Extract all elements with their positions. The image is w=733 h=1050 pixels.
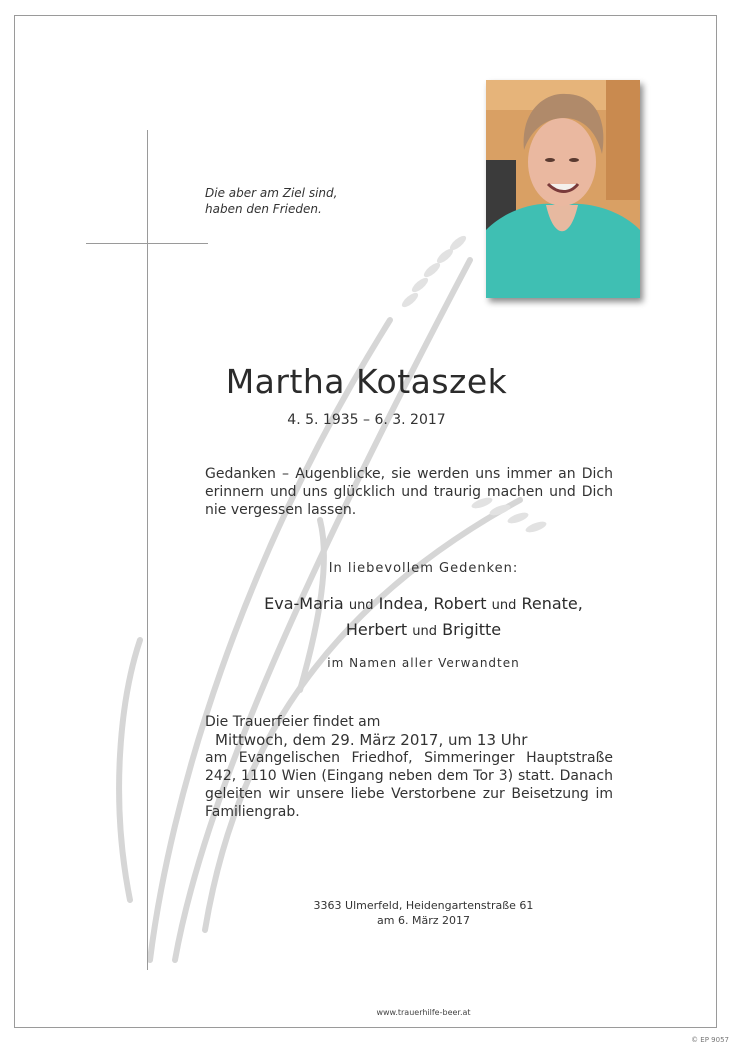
mourner-conjunction: und (348, 598, 374, 613)
mourners-line-1 (0, 592, 733, 618)
funeral-intro: Die Trauerfeier findet am (205, 714, 381, 730)
funeral-datetime: Mittwoch, dem 29. März 2017, um 13 Uhr (215, 731, 528, 749)
mourner-name: Eva-Maria (264, 594, 344, 613)
funeral-info (205, 713, 613, 821)
portrait-photo (486, 80, 640, 298)
quote-line-2: haben den Frieden. (205, 202, 322, 216)
memory-heading: In liebevollem Gedenken: (328, 561, 519, 576)
quote-line-1: Die aber am Ziel sind, (205, 186, 338, 200)
copyright-code: © EP 9057 (691, 1036, 729, 1044)
cross-horizontal (86, 243, 208, 244)
quote (205, 185, 405, 217)
mourner-name: Brigitte (442, 620, 502, 639)
mourner-name: Herbert (345, 620, 408, 639)
address-date: am 6. März 2017 (377, 914, 470, 927)
deceased-name: Martha Kotaszek (225, 362, 508, 401)
mourner-name: Renate, (521, 594, 583, 613)
life-dates: 4. 5. 1935 – 6. 3. 2017 (287, 412, 446, 428)
mourners-line-2 (0, 618, 733, 644)
sender-address (0, 898, 733, 928)
mourner-conjunction: und (491, 598, 517, 613)
relatives-note: im Namen aller Verwandten (327, 656, 520, 670)
memorial-verse: Gedanken – Augenblicke, sie werden uns immer an Dich erinnern und uns glücklich und traurig machen und Dich nie vergessen lassen. (205, 466, 613, 518)
mourners-list (0, 592, 733, 644)
mourner-name: Indea, Robert (378, 594, 487, 613)
address-line: 3363 Ulmerfeld, Heidengartenstraße 61 (313, 899, 534, 912)
mourner-conjunction: und (412, 624, 438, 639)
cross-vertical (147, 130, 148, 970)
website-link[interactable]: www.trauerhilfe-beer.at (376, 1008, 471, 1017)
funeral-description: am Evangelischen Friedhof, Simmeringer Hauptstraße 242, 1110 Wien (Eingang neben dem Tor 3) statt. Danach geleiten wir unsere liebe Verstorbene zur Beisetzung im Familiengrab. (205, 750, 613, 820)
